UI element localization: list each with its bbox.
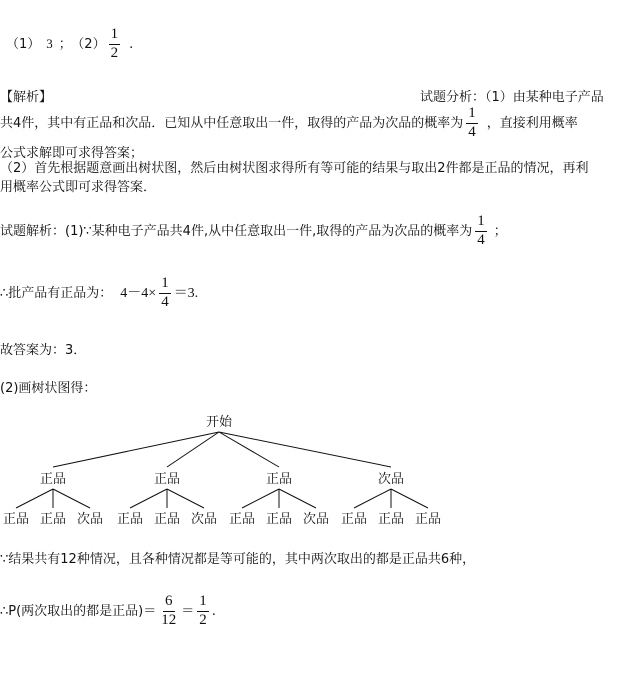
tree-node-level2: 正品 xyxy=(116,512,144,527)
solution-fraction-2 xyxy=(159,276,171,311)
fraction-denominator: 12 xyxy=(161,611,177,628)
tree-node-level2: 正品 xyxy=(2,512,30,527)
solution-line-1 xyxy=(0,214,507,249)
tree-branch-line xyxy=(242,489,279,508)
tree-branch-line xyxy=(53,432,219,467)
probability-fraction-1 xyxy=(159,594,178,629)
fraction-denominator: 2 xyxy=(199,611,207,628)
answer-end: . xyxy=(129,36,134,52)
tree-branch-line xyxy=(16,489,53,508)
tree-branch-line xyxy=(279,489,316,508)
tree-node-level1: 正品 xyxy=(39,472,67,487)
tree-branch-line xyxy=(354,489,391,508)
tree-node-level1: 正品 xyxy=(265,472,293,487)
fraction-numerator: 1 xyxy=(466,106,478,124)
fraction-numerator: 1 xyxy=(197,594,209,612)
analysis-line-4: （2）首先根据题意画出树状图，然后由树状图求得所有等可能的结果与取出2件都是正品的情况，再利 xyxy=(0,161,589,176)
analysis-fraction xyxy=(466,106,478,141)
tree-node-level1: 次品 xyxy=(377,472,405,487)
probability-prefix: ∴P(两次取出的都是正品)＝ xyxy=(0,603,157,619)
tree-branch-line xyxy=(391,489,428,508)
answer-part2-fraction xyxy=(109,27,121,62)
answer-separator: ； xyxy=(58,36,72,52)
tree-branch-line xyxy=(167,489,204,508)
analysis-line-3: 公式求解即可求得答案； xyxy=(0,146,144,161)
tree-node-level2: 正品 xyxy=(39,512,67,527)
analysis-line-2-text: 共4件，其中有正品和次品．已知从中任意取出一件，取得的产品为次品的概率为 xyxy=(0,115,464,131)
analysis-line-5: 用概率公式即可求得答案． xyxy=(0,180,157,195)
solution-line-2-text: ∴批产品有正品为： xyxy=(0,285,113,301)
analysis-line-2 xyxy=(0,106,578,141)
tree-node-level2: 正品 xyxy=(377,512,405,527)
tree-level-2 xyxy=(3,511,441,527)
analysis-heading: 【解析】 xyxy=(0,90,53,105)
tree-diagram xyxy=(0,405,630,535)
solution-line-1-tail: ； xyxy=(493,223,507,239)
analysis-line-2-tail: ，直接利用概率 xyxy=(486,115,578,131)
analysis-intro: 试题分析：（1）由某种电子产品 xyxy=(420,90,604,105)
fraction-denominator: 2 xyxy=(110,44,119,61)
tree-branch-line xyxy=(219,432,279,467)
tree-node-level2: 正品 xyxy=(265,512,293,527)
solution-line-2-expr: 4－4× xyxy=(120,285,157,301)
solution-line-1-text: 试题解析：(1)∵某种电子产品共4件,从中任意取出一件,取得的产品为次品的概率为 xyxy=(0,223,473,239)
fraction-denominator: 4 xyxy=(468,123,476,140)
solution-line-4: (2)画树状图得： xyxy=(0,381,97,396)
conclusion-line-1: ∵结果共有12种情况，且各种情况都是等可能的，其中两次取出的都是正品共6种， xyxy=(0,552,476,567)
tree-lines xyxy=(16,432,428,508)
answer-line xyxy=(6,27,133,62)
solution-fraction-1 xyxy=(475,214,487,249)
tree-node-level2: 次品 xyxy=(76,512,104,527)
fraction-numerator: 1 xyxy=(109,27,121,45)
fraction-numerator: 1 xyxy=(159,276,171,294)
tree-node-level2: 正品 xyxy=(414,512,442,527)
tree-root-label: 开始 xyxy=(205,415,233,430)
probability-line xyxy=(0,594,216,629)
probability-end: . xyxy=(211,603,216,619)
fraction-denominator: 4 xyxy=(477,231,485,248)
tree-branch-line xyxy=(219,432,391,467)
tree-node-level2: 正品 xyxy=(340,512,368,527)
tree-node-level2: 次品 xyxy=(302,512,330,527)
fraction-numerator: 1 xyxy=(475,214,487,232)
answer-part2-label: （2） xyxy=(77,36,106,52)
tree-node-level1: 正品 xyxy=(153,472,181,487)
tree-branch-line xyxy=(130,489,167,508)
tree-level-1 xyxy=(40,471,404,487)
tree-branch-line xyxy=(53,489,90,508)
fraction-denominator: 4 xyxy=(161,293,169,310)
probability-equals: ＝ xyxy=(181,603,195,619)
solution-line-2-tail: ＝3. xyxy=(173,285,199,301)
probability-fraction-2 xyxy=(197,594,209,629)
solution-line-2 xyxy=(0,276,198,311)
tree-node-level2: 正品 xyxy=(228,512,256,527)
tree-node-level2: 正品 xyxy=(153,512,181,527)
tree-node-level2: 次品 xyxy=(190,512,218,527)
fraction-numerator: 6 xyxy=(163,594,175,612)
solution-line-3: 故答案为：3． xyxy=(0,343,87,358)
answer-part1-value: 3 xyxy=(46,35,53,51)
answer-part1-label: （1） xyxy=(6,36,41,52)
